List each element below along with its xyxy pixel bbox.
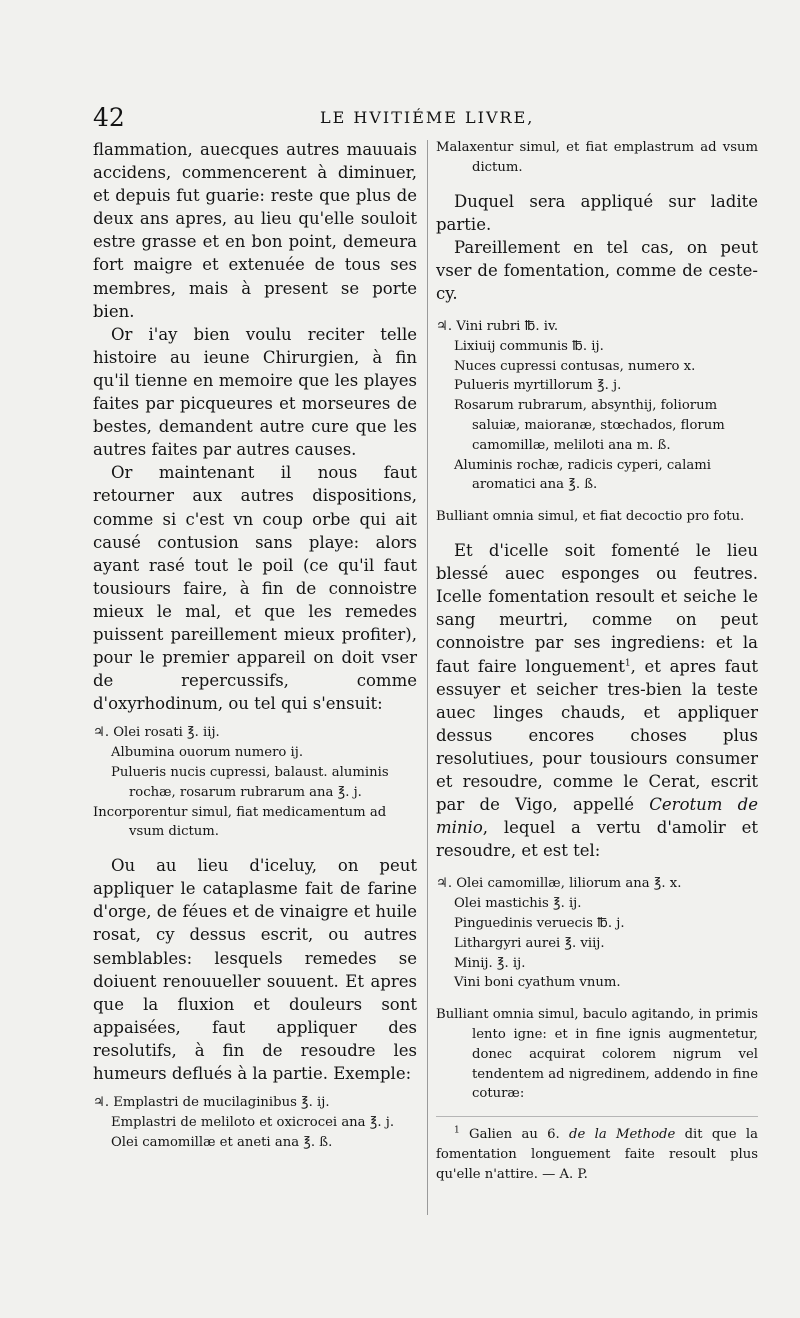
left-paragraph-4: Ou au lieu d'iceluy, on peut appliquer le cataplasme fait de farine d'orge, de féues et de vinaigre et huile rosat, cy dessus escrit, ou autres semblables: lesquels remedes se doiuent renouueller souuent. Et apres que la fluxion et douleurs sont appaisées, faut appliquer des resolutifs, à fin de resoudre les humeurs deflués à la partie. Exemple: [93,856,417,1083]
recipe-line: Olei mastichis ℥. ij. [454,896,582,912]
left-recipe-1 [93,723,417,842]
left-paragraph-1: flammation, auecques autres mauuais accidens, commencerent à diminuer, et depuis fut guarie: reste que plus de deux ans apres, au lieu qu'elle souloit estre grasse et en bon point, demeura fort maigre et extenuée de tous ses membres, mais à present se porte bien. [93,140,417,321]
recipe-line: Pulueris myrtillorum ℥. j. [454,378,622,394]
right-recipe-2 [436,874,758,993]
right-paragraph-2: Pareillement en tel cas, on peut vser de fomentation, comme de ceste-cy. [436,237,758,303]
recipe-line: Lixiuij communis ℔. ij. [454,338,604,354]
footnote-marker: 1 [624,658,631,668]
footnote-rule [436,1116,758,1117]
recipe-instruction: Incorporentur simul, fiat medicamentum ad vsum dictum. [93,804,387,840]
recipe-line: Minij. ℥. ij. [454,955,526,971]
page-number: 42 [93,103,125,132]
right-instruction-1: Malaxentur simul, et fiat emplastrum ad vsum dictum. [436,140,758,175]
page-header [0,103,800,135]
italic-title: Cerotum de minio [436,795,758,838]
left-recipe-2 [93,1093,417,1152]
right-paragraph-1: Duquel sera appliqué sur ladite partie. [436,191,758,234]
recipe-line: Olei camomillæ et aneti ana ℥. ß. [111,1134,333,1150]
recipe-line: ♃. Emplastri de mucilaginibus ℥. ij. [93,1095,330,1111]
recipe-line: ♃. Olei rosati ℥. iij. [93,725,220,741]
left-paragraph-3: Or maintenant il nous faut retourner aux autres dispositions, comme si c'est vn coup orbe qui ait causé contusion sans playe: alors ayant rasé tout le poil (ce qu'il faut tousiours faire, à fin de connoistre mieux le mal, et que les remedes puissent pareillement mieux profiter), pour le premier appareil on doit vser de repercussifs, comme d'oxyrhodinum, ou tel qui s'ensuit: [93,463,417,714]
right-recipe-1 [436,317,758,495]
recipe-line: Vini boni cyathum vnum. [454,975,621,991]
left-paragraph-2: Or i'ay bien voulu reciter telle histoire au ieune Chirurgien, à fin qu'il tienne en memoire que les playes faites par picqueures et morseures de bestes, demandent autre cure que les autres faites par autres causes. [93,324,417,460]
recipe-line: Emplastri de meliloto et oxicrocei ana ℥. j. [111,1114,395,1130]
left-column [93,138,417,1164]
column-divider [427,140,428,1215]
recipe-line: Nuces cupressi contusas, numero x. [454,358,696,374]
recipe-line: ♃. Olei camomillæ, liliorum ana ℥. x. [436,876,682,892]
running-head: LE HVITIÉME LIVRE, [320,108,535,127]
footnote: $^1$ Galien au 6. de la Methode dit que la fomentation longuement faite resoult plus qu'elle n'attire. — A. P. [436,1125,758,1182]
recipe-line: Rosarum rubrarum, absynthij, foliorum saluiæ, maioranæ, stœchados, florum camomillæ, meliloti ana m. ß. [454,398,725,453]
recipe-line: ♃. Vini rubri ℔. iv. [436,319,559,335]
recipe-line: Pulueris nucis cupressi, balaust. aluminis rochæ, rosarum rubrarum ana ℥. j. [111,764,389,800]
recipe-line: Aluminis rochæ, radicis cyperi, calami aromatici ana ℥. ß. [454,457,711,493]
recipe-line: Lithargyri aurei ℥. viij. [454,935,605,951]
recipe-line: Pinguedinis veruecis ℔. j. [454,915,625,931]
recipe-line: Albumina ouorum numero ij. [111,745,304,761]
right-instruction-2: Bulliant omnia simul, et fiat decoctio pro fotu. [436,509,745,525]
right-column [436,138,758,1185]
right-paragraph-3: Et d'icelle soit fomenté le lieu blessé auec esponges ou feutres. Icelle fomentation resoult et seiche le sang meurtri, comme on peut connoistre par ses ingrediens: et la faut faire longuement$^1$, et apres faut essuyer et seicher tres-bien la teste auec linges chauds, et appliquer dessus encores choses plus resolutiues, pour tousiours consumer et resoudre, comme le Cerat, escrit par de Vigo, appellé Cerotum de minio, lequel a vertu d'amolir et resoudre, et est tel: [436,541,758,861]
right-instruction-3: Bulliant omnia simul, baculo agitando, in primis lento igne: et in fine ignis augmentetur, donec acquirat colorem nigrum vel tendentem ad nigredinem, addendo in fine coturæ: [436,1007,758,1102]
